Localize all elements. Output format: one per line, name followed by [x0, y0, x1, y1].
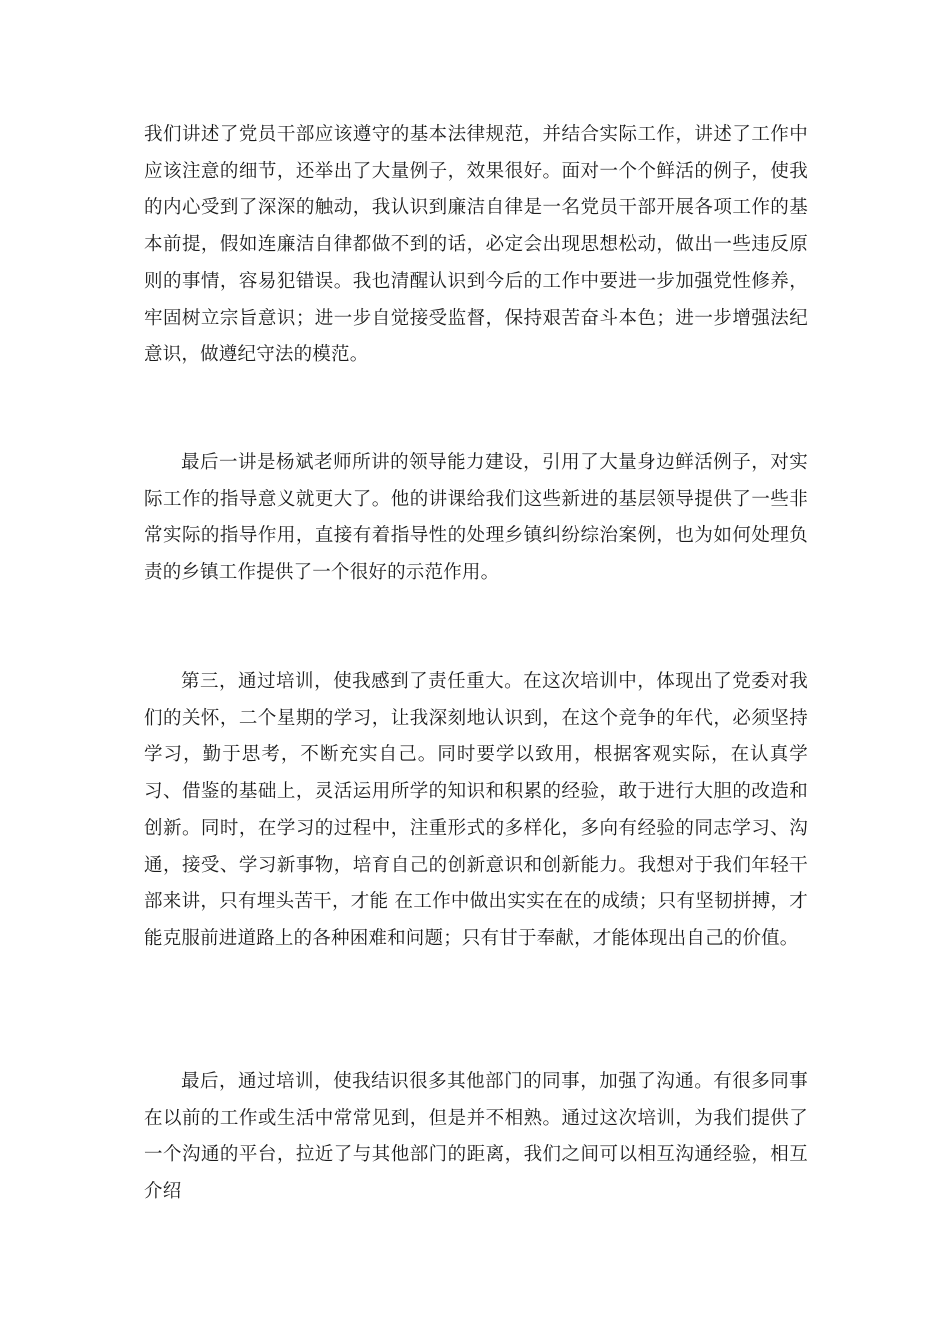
paragraph-communication: 最后，通过培训，使我结识很多其他部门的同事，加强了沟通。有很多同事在以前的工作或生活中常常见到，但是并不相熟。通过这次培训，为我们提供了一个沟通的平台，拉近了与其他部门的距离，我们之间可以相互沟通经验，相互介绍	[144, 1071, 808, 1203]
paragraph-responsibility: 第三，通过培训，使我感到了责任重大。在这次培训中，体现出了党委对我们的关怀，二个星期的学习，让我深刻地认识到，在这个竞争的年代，必须坚持学习，勤于思考，不断充实自己。同时要学以致用，根据客观实际，在认真学习、借鉴的基础上，灵活运用所学的知识和积累的经验，敢于进行大胆的改造和创新。同时，在学习的过程中，注重形式的多样化，多向有经验的同志学习、沟通，接受、学习新事物，培育自己的创新意识和创新能力。我想对于我们年轻干部来讲，只有埋头苦干，才能 在工作中做出实实在在的成绩；只有坚韧拼搏，才能克服前进道路上的各种困难和问题；只有甘于奉献，才能体现出自己的价值。	[144, 671, 808, 949]
paragraph-discipline: 我们讲述了党员干部应该遵守的基本法律规范，并结合实际工作，讲述了工作中应该注意的细节，还举出了大量例子，效果很好。面对一个个鲜活的例子，使我的内心受到了深深的触动，我认识到廉洁自律是一名党员干部开展各项工作的基本前提，假如连廉洁自律都做不到的话，必定会出现思想松动，做出一些违反原则的事情，容易犯错误。我也清醒认识到今后的工作中要进一步加强党性修养，牢固树立宗旨意识；进一步自觉接受监督，保持艰苦奋斗本色；进一步增强法纪意识，做遵纪守法的模范。	[144, 124, 808, 366]
paragraph-leadership-lecture: 最后一讲是杨斌老师所讲的领导能力建设，引用了大量身边鲜活例子，对实际工作的指导意义就更大了。他的讲课给我们这些新进的基层领导提供了一些非常实际的指导作用，直接有着指导性的处理乡镇纠纷综治案例，也为如何处理负责的乡镇工作提供了一个很好的示范作用。	[144, 452, 808, 584]
